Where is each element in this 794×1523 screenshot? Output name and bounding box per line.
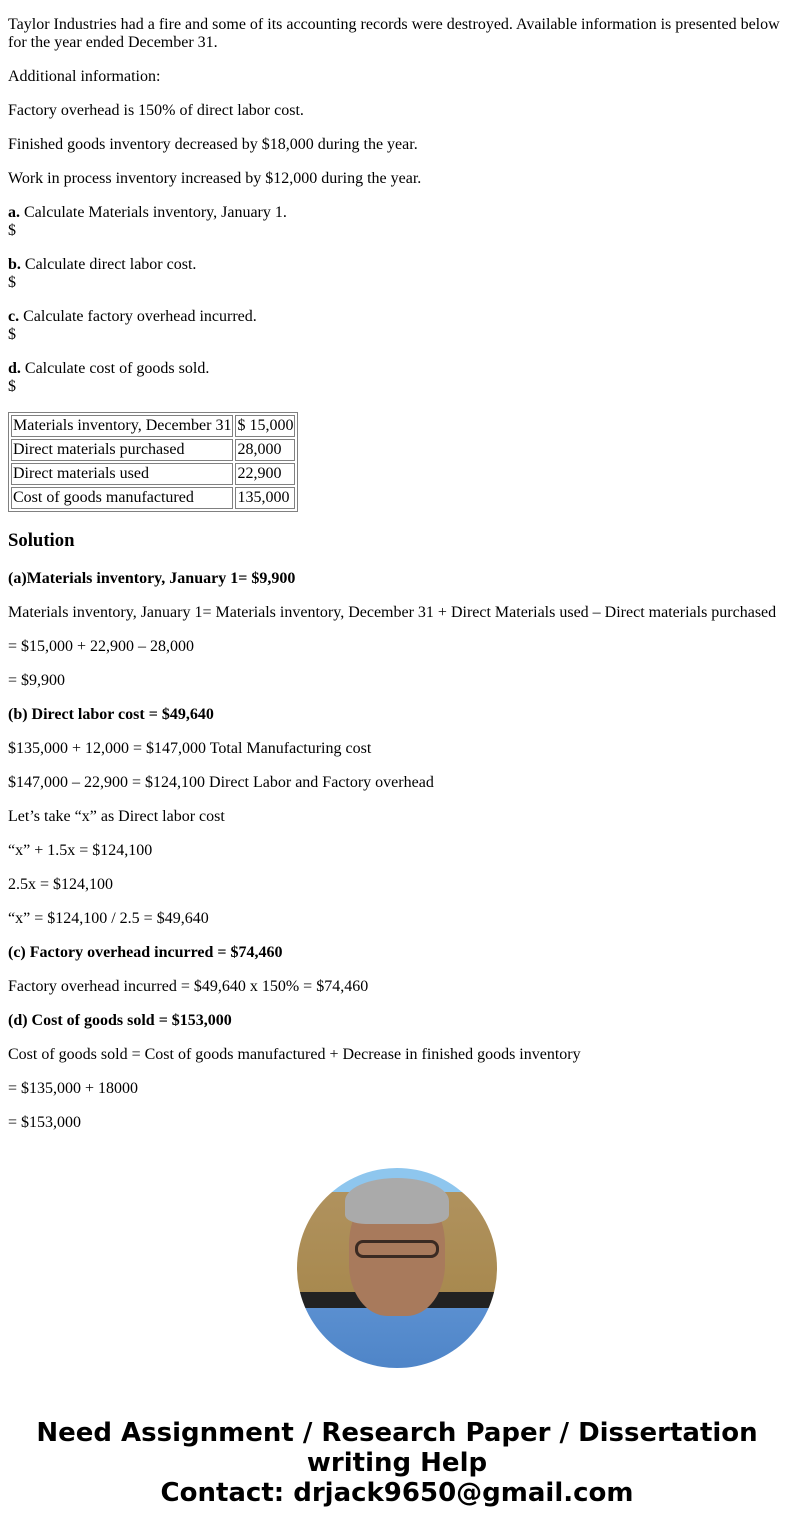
table-row bbox=[11, 439, 295, 461]
question-text: Calculate cost of goods sold. bbox=[20, 360, 210, 377]
question bbox=[8, 204, 786, 240]
solution-line: = $135,000 + 18000 bbox=[8, 1080, 139, 1097]
answer-field[interactable]: $ bbox=[8, 274, 16, 291]
solution-line: Factory overhead incurred = $49,640 x 150% = $74,460 bbox=[8, 978, 369, 995]
solution-heading-line bbox=[8, 706, 786, 724]
solution-heading: Solution bbox=[8, 530, 75, 551]
row-label: Direct materials used bbox=[11, 463, 233, 485]
row-label: Direct materials purchased bbox=[11, 439, 233, 461]
solution-heading-line bbox=[8, 1012, 786, 1030]
question bbox=[8, 256, 786, 292]
question-text: Calculate Materials inventory, January 1. bbox=[20, 204, 287, 221]
solution-line: $135,000 + 12,000 = $147,000 Total Manufacturing cost bbox=[8, 740, 372, 757]
solution-line: Materials inventory, January 1= Materials inventory, December 31 + Direct Materials used – Direct materials purchased bbox=[8, 604, 777, 621]
footer-line-1: Need Assignment / Research Paper / Dissertation writing Help bbox=[36, 1418, 758, 1478]
answer-field[interactable]: $ bbox=[8, 222, 16, 239]
solution-answer: (c) Factory overhead incurred = $74,460 bbox=[8, 944, 283, 961]
row-label: Materials inventory, December 31 bbox=[11, 415, 233, 437]
solution-line: “x” = $124,100 / 2.5 = $49,640 bbox=[8, 910, 209, 927]
row-value: $ 15,000 bbox=[235, 415, 295, 437]
table-row bbox=[11, 463, 295, 485]
glasses bbox=[355, 1240, 439, 1258]
question-text: Calculate factory overhead incurred. bbox=[19, 308, 257, 325]
solution-heading-line bbox=[8, 944, 786, 962]
table-row bbox=[11, 415, 295, 437]
fact: Work in process inventory increased by $12,000 during the year. bbox=[8, 170, 422, 187]
solution-line: Let’s take “x” as Direct labor cost bbox=[8, 808, 225, 825]
answer-field[interactable]: $ bbox=[8, 326, 16, 343]
author-photo bbox=[297, 1168, 497, 1368]
row-value: 135,000 bbox=[235, 487, 295, 509]
solution-heading-line bbox=[8, 570, 786, 588]
solution-answer: (d) Cost of goods sold = $153,000 bbox=[8, 1012, 232, 1029]
intro-text: Taylor Industries had a fire and some of its accounting records were destroyed. Available information is presented below for the year ended December 31. bbox=[8, 16, 780, 51]
question-letter: c. bbox=[8, 308, 20, 325]
solution-line: = $153,000 bbox=[8, 1114, 82, 1131]
hair bbox=[345, 1178, 449, 1224]
data-table bbox=[8, 412, 298, 512]
question-letter: b. bbox=[8, 256, 21, 273]
solution-line: Cost of goods sold = Cost of goods manufactured + Decrease in finished goods inventory bbox=[8, 1046, 581, 1063]
row-value: 22,900 bbox=[235, 463, 295, 485]
fact: Finished goods inventory decreased by $18,000 during the year. bbox=[8, 136, 418, 153]
contact-footer bbox=[8, 1418, 786, 1508]
solution-line: “x” + 1.5x = $124,100 bbox=[8, 842, 153, 859]
question bbox=[8, 308, 786, 344]
footer-line-2: Contact: drjack9650@gmail.com bbox=[160, 1478, 634, 1508]
fact: Factory overhead is 150% of direct labor cost. bbox=[8, 102, 304, 119]
additional-info-label: Additional information: bbox=[8, 68, 161, 85]
question-letter: a. bbox=[8, 204, 20, 221]
question bbox=[8, 360, 786, 396]
solution-line: 2.5x = $124,100 bbox=[8, 876, 114, 893]
row-value: 28,000 bbox=[235, 439, 295, 461]
answer-field[interactable]: $ bbox=[8, 378, 16, 395]
table-row bbox=[11, 487, 295, 509]
solution-answer: (a)Materials inventory, January 1= $9,900 bbox=[8, 570, 296, 587]
solution-line: $147,000 – 22,900 = $124,100 Direct Labor and Factory overhead bbox=[8, 774, 434, 791]
solution-line: = $15,000 + 22,900 – 28,000 bbox=[8, 638, 195, 655]
question-letter: d. bbox=[8, 360, 21, 377]
question-text: Calculate direct labor cost. bbox=[20, 256, 197, 273]
solution-line: = $9,900 bbox=[8, 672, 66, 689]
row-label: Cost of goods manufactured bbox=[11, 487, 233, 509]
solution-answer: (b) Direct labor cost = $49,640 bbox=[8, 706, 214, 723]
